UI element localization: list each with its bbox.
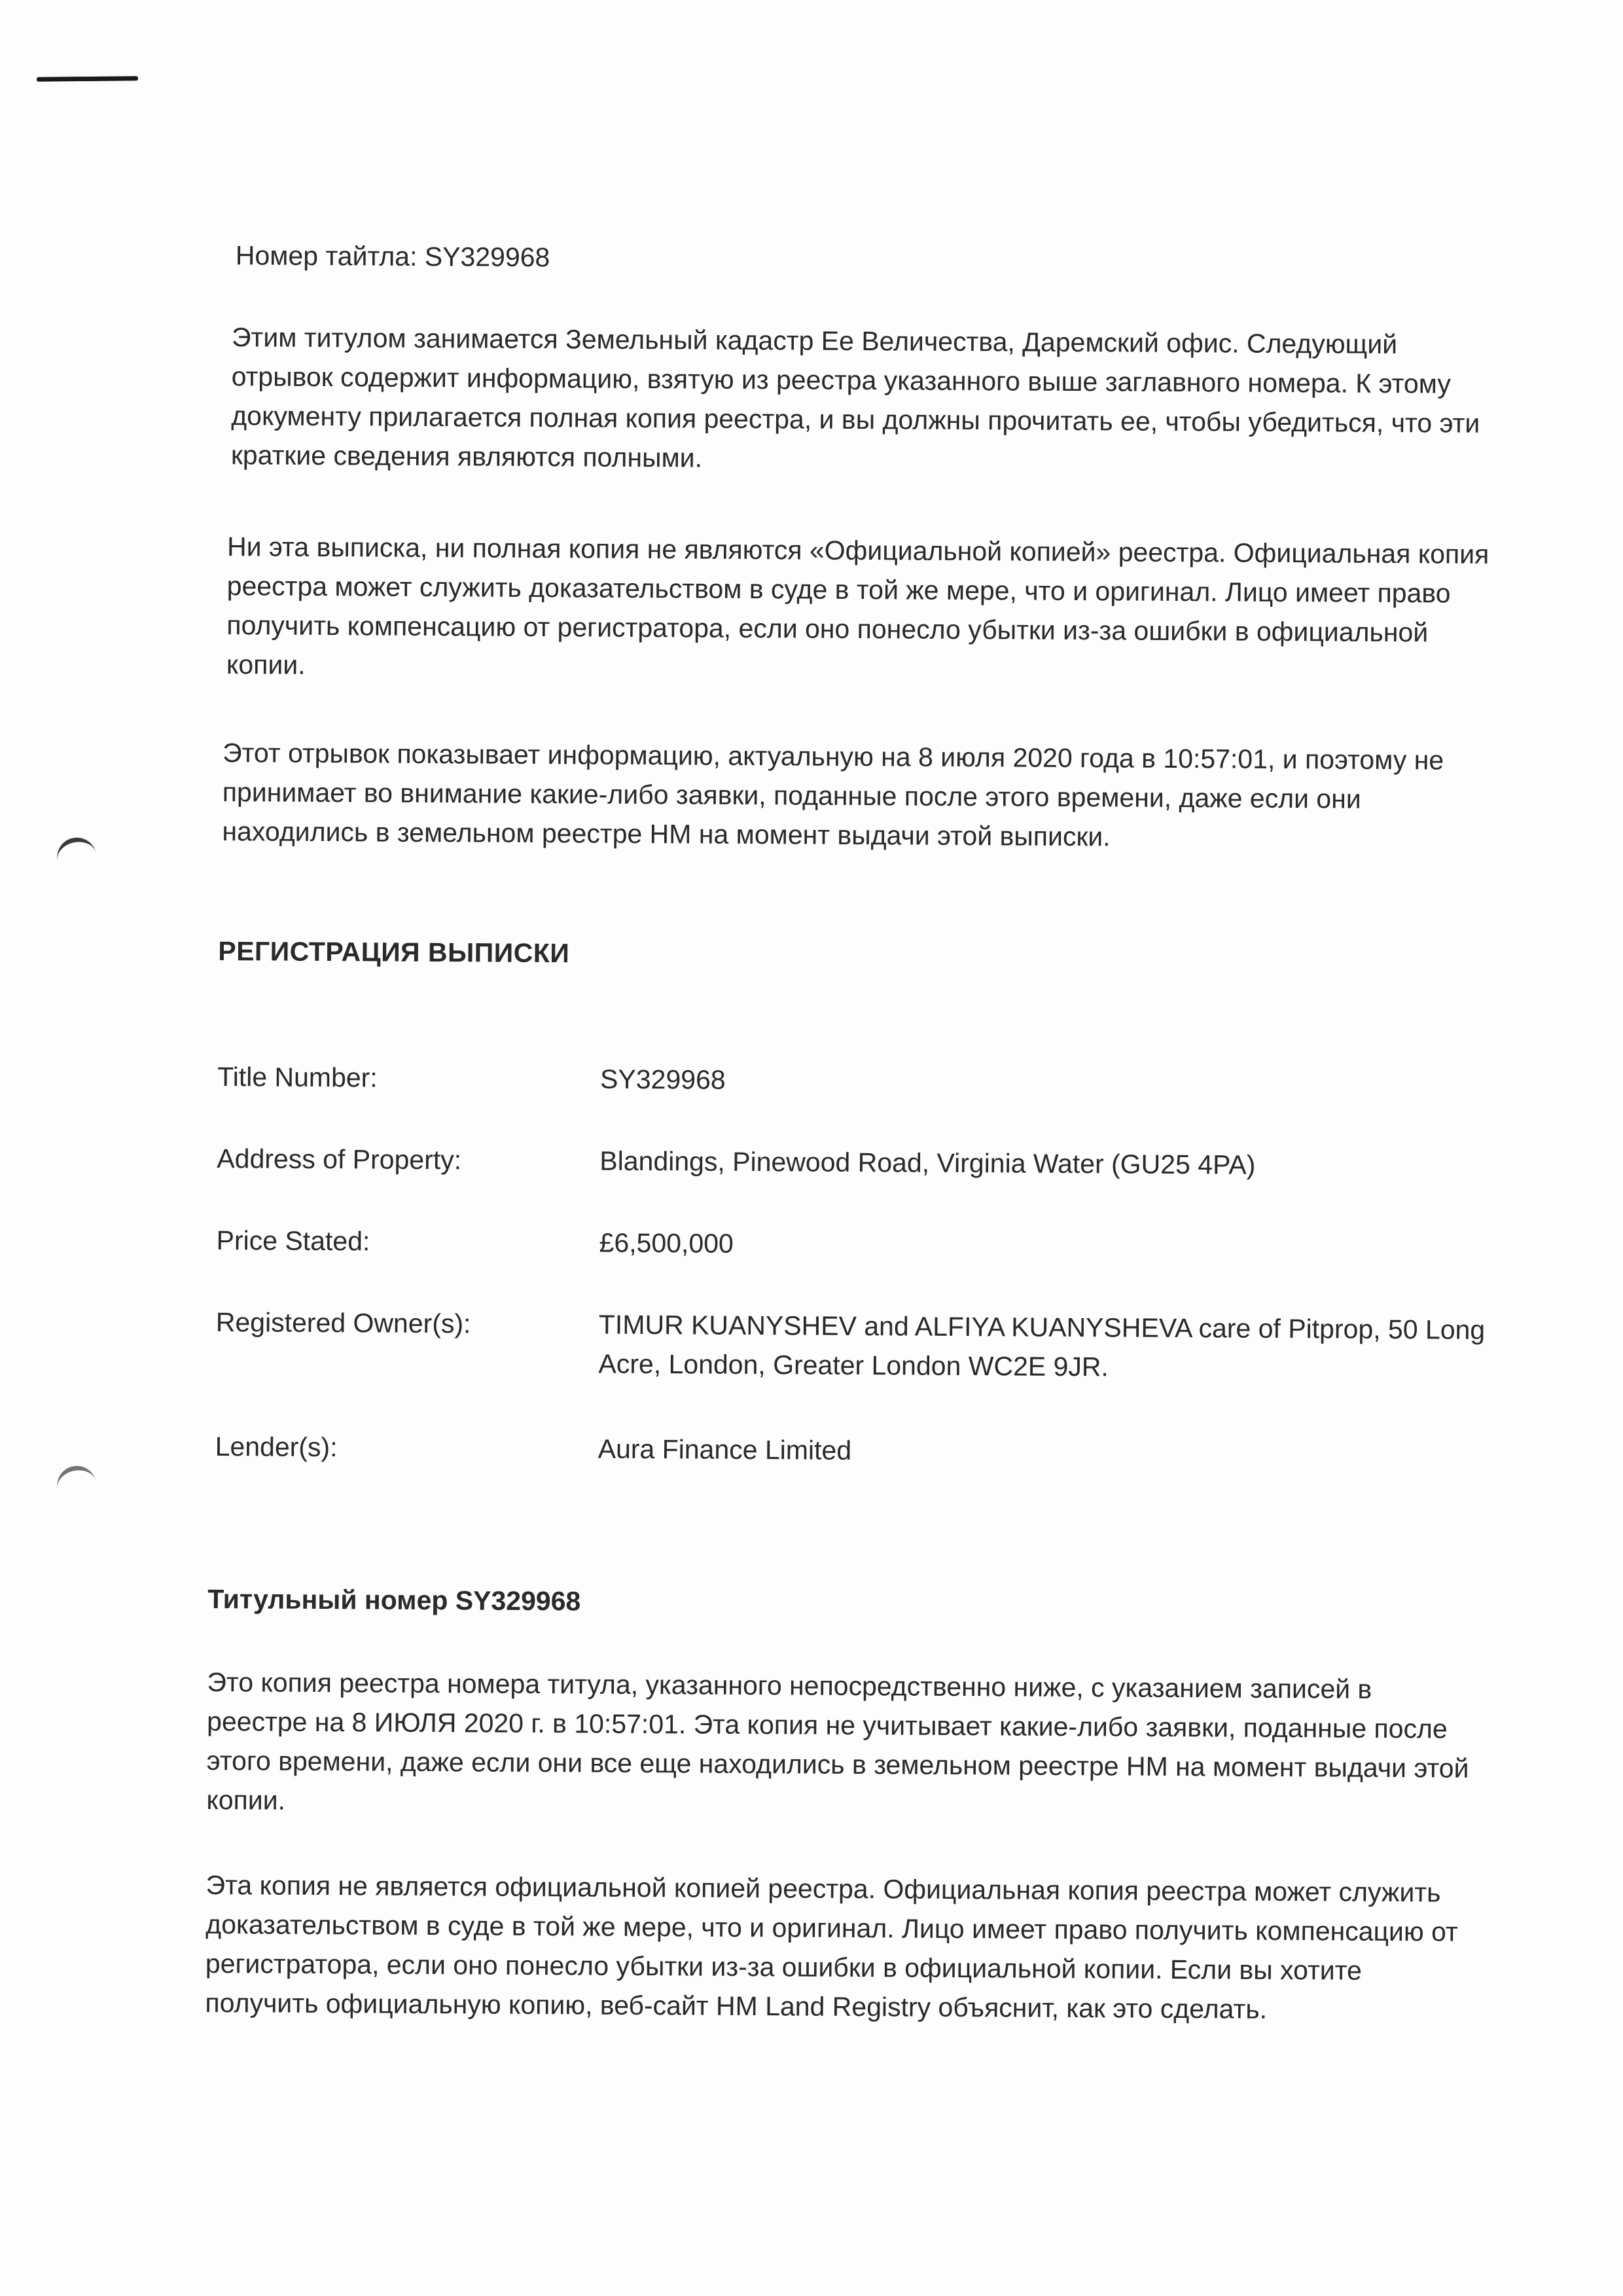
details-value: Blandings, Pinewood Road, Virginia Water (GU25 4PA) (599, 1145, 1256, 1180)
document-content (205, 236, 1492, 2024)
section-heading: РЕГИСТРАЦИЯ ВЫПИСКИ (218, 936, 570, 969)
title-number-line: Номер тайтла: SY329968 (235, 240, 550, 273)
paragraph: Это копия реестра номера титула, указанного непосредственно ниже, с указанием записей в реестре на 8 ИЮЛЯ 2020 г. в 10:57:01. Эта копия не учитывает какие-либо заявки, поданные после этого времени, даже если они все еще находились в земельном реестре HM на момент выдачи этой копии. (206, 1666, 1469, 1816)
paragraph: Эта копия не является официальной копией реестра. Официальная копия реестра может служить доказательством в суде в той же мере, что и оригинал. Лицо имеет право получить компенсацию от регистратора, если оно понесло убытки из-за ошибки в официальной копии. Если вы хотите получить официальную копию, веб-сайт HM Land Registry объяснит, как это сделать. (205, 1869, 1458, 2024)
paragraph: Этот отрывок показывает информацию, актуальную на 8 июля 2020 года в 10:57:01, и поэтому не принимает во внимание какие-либо заявки, поданные после этого времени, даже если они находились в земельном реестре HM на момент выдачи этой выписки. (222, 738, 1444, 852)
punch-hole-mark (54, 1462, 97, 1494)
details-label: Lender(s): (215, 1431, 338, 1463)
details-table (215, 1057, 1493, 1480)
title-heading: Титульный номер SY329968 (207, 1583, 581, 1617)
details-value: £6,500,000 (599, 1227, 734, 1259)
details-value: TIMUR KUANYSHEV and ALFIYA KUANYSHEVA care of Pitprop, 50 Long Acre, London, Greater London WC2E 9JR. (598, 1309, 1486, 1382)
details-value: Aura Finance Limited (597, 1433, 852, 1465)
details-label: Registered Owner(s): (215, 1307, 471, 1339)
details-label: Address of Property: (217, 1143, 462, 1175)
details-label: Price Stated: (216, 1225, 370, 1257)
details-row (217, 1139, 1493, 1229)
details-label: Title Number: (217, 1062, 378, 1093)
punch-hole-mark (54, 834, 97, 866)
details-row (215, 1427, 1491, 1480)
paragraph: Ни эта выписка, ни полная копия не являются «Официальной копией» реестра. Официальная копия реестра может служить доказательством в суде в той же мере, что и оригинал. Лицо имеет право получить компенсацию от регистратора, если оно понесло убытки из-за ошибки в официальной копии. (226, 531, 1489, 680)
details-value: SY329968 (599, 1064, 726, 1095)
details-row (215, 1302, 1492, 1435)
paragraph: Этим титулом занимается Земельный кадастр Ее Величества, Даремский офис. Следующий отрывок содержит информацию, взятую из реестра указанного выше заглавного номера. К этому документу прилагается полная копия реестра, и вы должны прочитать ее, чтобы убедиться, что эти краткие сведения являются полными. (230, 322, 1480, 473)
scan-mark (37, 76, 138, 82)
details-row (216, 1221, 1493, 1310)
details-row (217, 1057, 1494, 1147)
